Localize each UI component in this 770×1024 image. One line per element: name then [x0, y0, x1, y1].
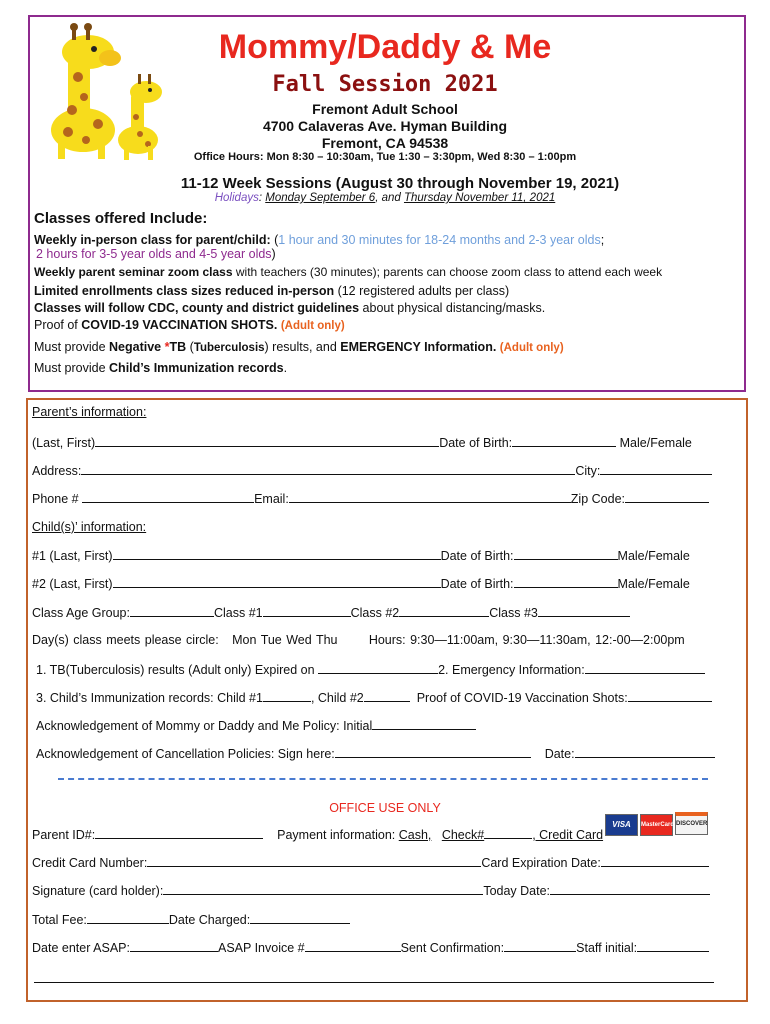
- class-line-8: Must provide Child’s Immunization records.: [34, 361, 288, 375]
- days-options[interactable]: Mon Tue Wed Thu: [232, 633, 338, 647]
- child1-row: #1 (Last, First) Date of Birth: Male/Female: [32, 549, 690, 563]
- zip-field[interactable]: [625, 491, 709, 503]
- card-number-row: Credit Card Number: Card Expiration Date:: [32, 855, 709, 870]
- age-group-field[interactable]: [130, 605, 214, 617]
- school-street: 4700 Calaveras Ave. Hyman Building: [262, 118, 508, 134]
- staff-initial-field[interactable]: [637, 940, 709, 952]
- class-line-2: 2 hours for 3-5 year olds and 4-5 year olds): [36, 247, 276, 261]
- today-date-field[interactable]: [550, 883, 710, 895]
- school-name: Fremont Adult School: [312, 101, 458, 117]
- child2-row: #2 (Last, First) Date of Birth: Male/Female: [32, 577, 690, 591]
- class-line-7: Must provide Negative *TB (Tuberculosis) results, and EMERGENCY Information. (Adult only): [34, 340, 564, 354]
- parent-name-row: (Last, First) Date of Birth: Male/Female: [32, 436, 692, 450]
- asap-invoice-field[interactable]: [305, 940, 401, 952]
- visa-logo: VISA: [605, 814, 638, 836]
- page-title: Mommy/Daddy & Me: [218, 28, 552, 66]
- ack-date-field[interactable]: [575, 746, 715, 758]
- ack-cancel-row: Acknowledgement of Cancellation Policies: Sign here: Date:: [36, 746, 715, 761]
- holidays: Holidays: Monday September 6, and Thursday November 11, 2021: [214, 192, 556, 204]
- class-line-3: Weekly parent seminar zoom class with teachers (30 minutes); parents can choose zoom class to attend each week: [34, 265, 663, 279]
- address-row: Address: City:: [32, 463, 712, 478]
- parent-name-field[interactable]: [95, 435, 439, 447]
- ack-cancel-field[interactable]: [335, 746, 531, 758]
- parents-info-heading: Parent’s information:: [32, 405, 147, 419]
- child1-dob-field[interactable]: [514, 548, 618, 560]
- immun-child1-field[interactable]: [263, 690, 311, 702]
- child1-name-field[interactable]: [113, 548, 441, 560]
- fee-row: Total Fee: Date Charged:: [32, 912, 350, 927]
- sent-conf-field[interactable]: [504, 940, 576, 952]
- total-fee-field[interactable]: [87, 912, 169, 924]
- tb-expire-field[interactable]: [318, 662, 438, 674]
- signature-field[interactable]: [163, 883, 483, 895]
- card-exp-field[interactable]: [601, 855, 709, 867]
- parent-dob-field[interactable]: [512, 435, 616, 447]
- discover-logo: DISCOVER: [675, 812, 708, 835]
- parent-id-field[interactable]: [95, 827, 263, 839]
- child2-dob-field[interactable]: [514, 576, 618, 588]
- date-enter-field[interactable]: [130, 940, 218, 952]
- phone-field[interactable]: [82, 491, 254, 503]
- ack-policy-field[interactable]: [372, 718, 476, 730]
- date-charged-field[interactable]: [250, 912, 350, 924]
- days-row: Day(s) class meets please circle: Mon Tue Wed Thu Hours: 9:30—11:00am, 9:30—11:30am, 12:-00—2:00pm: [32, 633, 685, 647]
- email-field[interactable]: [289, 491, 571, 503]
- covid-proof-field[interactable]: [628, 690, 712, 702]
- class2-field[interactable]: [399, 605, 489, 617]
- office-use-heading: OFFICE USE ONLY: [329, 801, 441, 815]
- child2-name-field[interactable]: [113, 576, 441, 588]
- class3-field[interactable]: [538, 605, 630, 617]
- cut-line: [58, 778, 708, 780]
- child-info-heading: Child(s)’ information:: [32, 520, 147, 534]
- hours-options[interactable]: Hours: 9:30—11:00am, 9:30—11:30am, 12:-00—2:00pm: [368, 633, 685, 647]
- school-city: Fremont, CA 94538: [321, 135, 449, 151]
- asap-row: Date enter ASAP: ASAP Invoice # Sent Confirmation: Staff initial:: [32, 940, 709, 955]
- check-number-field[interactable]: [484, 827, 532, 839]
- class-line-6: Proof of COVID-19 VACCINATION SHOTS. (Adult only): [34, 318, 345, 332]
- card-number-field[interactable]: [147, 855, 481, 867]
- classes-heading: Classes offered Include:: [34, 210, 208, 227]
- address-field[interactable]: [81, 463, 575, 475]
- phone-row: Phone # Email: Zip Code:: [32, 491, 709, 506]
- mastercard-logo: MasterCard: [640, 814, 673, 836]
- notes-line[interactable]: [34, 982, 714, 983]
- class-line-1: Weekly in-person class for parent/child: (1 hour and 30 minutes for 18-24 months and 2-3 year olds;: [34, 233, 605, 247]
- class-age-row: Class Age Group: Class #1 Class #2 Class #3: [32, 605, 630, 620]
- session-dates: 11-12 Week Sessions (August 30 through November 19, 2021): [180, 175, 620, 192]
- immunization-row: 3. Child’s Immunization records: Child #1 , Child #2 Proof of COVID-19 Vaccination Shots:: [36, 690, 712, 705]
- page-subtitle: Fall Session 2021: [272, 72, 498, 97]
- emergency-field[interactable]: [585, 662, 705, 674]
- immun-child2-field[interactable]: [364, 690, 410, 702]
- class1-field[interactable]: [263, 605, 351, 617]
- tb-row: 1. TB(Tuberculosis) results (Adult only) Expired on 2. Emergency Information:: [36, 662, 705, 677]
- signature-row: Signature (card holder): Today Date:: [32, 883, 710, 898]
- payment-row: Parent ID#: Payment information: Cash, Check# , Credit Card: [32, 828, 604, 842]
- class-line-4: Limited enrollments class sizes reduced in-person (12 registered adults per class): [34, 284, 510, 298]
- class-line-5: Classes will follow CDC, county and district guidelines about physical distancing/masks.: [34, 301, 546, 315]
- office-hours: Office Hours: Mon 8:30 – 10:30am, Tue 1:30 – 3:30pm, Wed 8:30 – 1:00pm: [193, 151, 577, 163]
- city-field[interactable]: [600, 463, 712, 475]
- ack-policy-row: Acknowledgement of Mommy or Daddy and Me Policy: Initial: [36, 718, 476, 733]
